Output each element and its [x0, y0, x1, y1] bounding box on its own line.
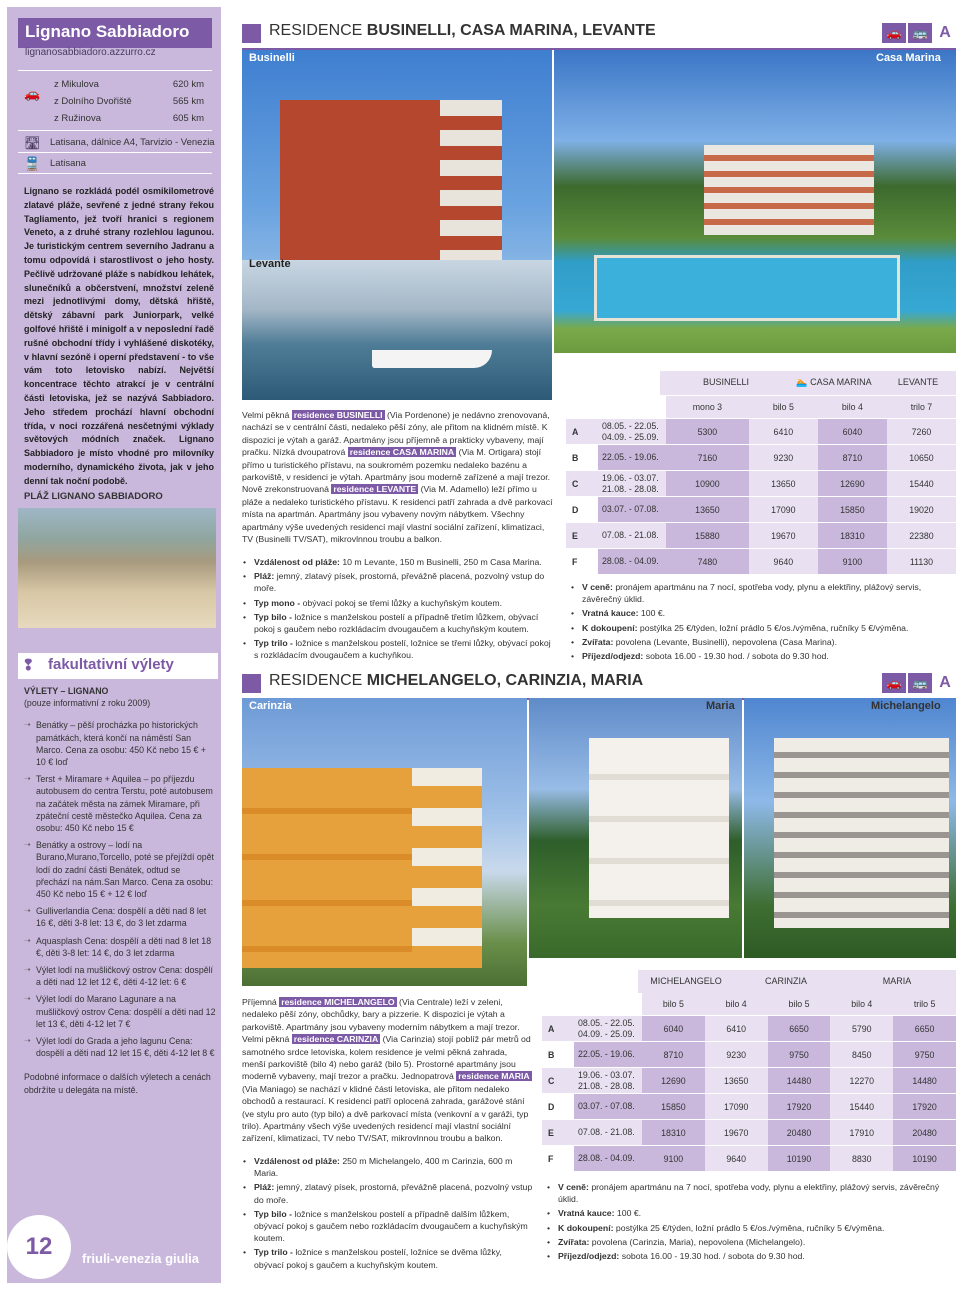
divider	[18, 173, 212, 174]
transport-icons	[882, 673, 956, 693]
car-icon: 🚗	[24, 86, 41, 101]
note-item: • K dokoupení: postýlka 25 €/týden, ložní prádlo 5 €/os./výměna, ručníky 5 €/výměna.	[570, 622, 956, 634]
highway-icon: 🛣	[24, 135, 41, 150]
residence-2-title: RESIDENCE MICHELANGELO, CARINZIA, MARIA	[269, 672, 644, 689]
table-row: D 03.07. - 07.08. 15850 17090 17920 15440 17920	[542, 1094, 956, 1120]
note-item: • Vratná kauce: 100 €.	[546, 1207, 954, 1219]
building-shape	[589, 738, 729, 918]
building-shape	[774, 738, 949, 928]
beach-heading: PLÁŽ LIGNANO SABBIADORO	[24, 491, 163, 502]
trip-item: ➝ Gulliverlandia Cena: dospělí a děti nad 8 let 16 €, děti 3-8 let: 13 €, do 3 let zdarma	[24, 905, 216, 929]
note-item: • Zvířata: povolena (Levante, Businelli), nepovolena (Casa Marina).	[570, 636, 956, 648]
divider	[18, 70, 212, 71]
feature-item: • Typ mono - obývací pokoj se třemi lůžky a kuchyňským koutem.	[242, 597, 556, 609]
feature-item: • Vzdálenost od pláže: 250 m Michelangelo, 400 m Carinzia, 600 m Maria.	[242, 1155, 534, 1179]
photo-michelangelo	[744, 698, 956, 958]
type-header: bilo 4	[705, 993, 768, 1016]
group-michelangelo: MICHELANGELO	[650, 976, 722, 986]
building-shape	[704, 145, 874, 235]
label-michelangelo: Michelangelo	[871, 700, 941, 712]
photo-maria	[529, 698, 742, 958]
pool-shape	[594, 255, 900, 321]
destination-title-box	[18, 18, 212, 48]
type-header: bilo 5	[642, 993, 705, 1016]
table-row: E 07.08. - 21.08. 18310 19670 20480 17910 20480	[542, 1120, 956, 1146]
distance-row: z Mikulova 620 km	[54, 79, 204, 90]
group-maria: MARIA	[882, 976, 912, 986]
note-item: • V ceně: pronájem apartmánu na 7 nocí, spotřeba vody, plynu a elektřiny, plážový servis, závěrečný úklid.	[570, 581, 956, 605]
label-carinzia: Carinzia	[249, 700, 292, 712]
note-item: • Příjezd/odjezd: sobota 16.00 - 19.30 hod. / sobota do 9.30 hod.	[546, 1250, 954, 1262]
residence-1-features	[242, 556, 556, 664]
group-levante: LEVANTE	[897, 377, 939, 387]
header-marker	[242, 24, 261, 43]
destination-intro: Lignano se rozkládá podél osmikilometrové zlatavé pláže, sevřené z jedné strany řekou Tagliamento, jež tvoří hranici s regionem Veneto, a z druhé strany rozlehlou lagunou. Je turistickým centrem severního Jadranu a tomu odpovídá i starostlivost o jeho hosty. Pečlivě udržované pláže s nabídkou lehátek, slunečníků a občerstvení, množství zeleně mezi jednotlivými domy, dětská hřiště, dětský zábavní park Juniorpark, velké golfové hřiště i minigolf a v neposlední řadě rušné obchodní třídy i vyhlášené diskotéky, v hlavní sezóně i operní představení - to vše vám toto letovisko nabízí. Největší koncentrace těchto atrakcí je v centrální části letoviska, jež se nazývá Sabbiadoro. Jeho středem prochází hlavní obchodní třída, v noci rozzářená nesčetnými výklady světových módních značek. Lignano Sabbiadoro je místo vhodné pro milovníky moderního, dynamického života, jak v jeho denní tak noční podobě.	[24, 186, 214, 486]
harbour-shape	[242, 260, 552, 400]
note-item: • Zvířata: povolena (Carinzia, Maria), nepovolena (Michelangelo).	[546, 1236, 954, 1248]
photo-carinzia	[242, 698, 527, 986]
table-row: F 28.08. - 04.09. 9100 9640 10190 8830 10190	[542, 1146, 956, 1172]
residence-2-header	[242, 670, 956, 700]
label-maria: Maria	[706, 700, 735, 712]
feature-item: • Typ trilo - ložnice s manželskou postelí, ložnice se třemi lůžky, obývací pokoj s rozkládacím dvougaučem a kuchyňkou.	[242, 637, 556, 661]
trips-note: Podobné informace o dalších výletech a cenách obdržíte u delegáta na místě.	[24, 1072, 211, 1095]
trip-item: ➝ Výlet lodí na mušličkový ostrov Cena: dospělí a děti nad 12 let 12 €, děti 4-12 let: 6 €	[24, 964, 216, 988]
photo-businelli-levante	[242, 50, 552, 400]
feature-item: • Typ trilo - ložnice s manželskou postelí, ložnice se dvěma lůžky, obývací pokoj s gaučem a kuchyňským koutem.	[242, 1246, 534, 1270]
distance-row: z Ružinova 605 km	[54, 113, 204, 124]
table-row: B 22.05. - 19.06. 8710 9230 9750 8450 9750	[542, 1042, 956, 1068]
page-number-badge	[7, 1215, 71, 1279]
type-header: trilo 5	[893, 993, 956, 1016]
trips-title: VÝLETY – LIGNANO	[24, 686, 109, 696]
group-businelli: BUSINELLI	[702, 377, 750, 387]
distance-row: z Dolního Dvořiště 565 km	[54, 96, 204, 107]
bus-icon: 🚌	[908, 23, 932, 43]
feature-item: • Vzdálenost od pláže: 10 m Levante, 150 m Businelli, 250 m Casa Marina.	[242, 556, 556, 568]
price-table-2	[542, 993, 956, 1172]
boat-shape	[372, 350, 492, 368]
residence-1-description: Velmi pěkná residence BUSINELLI (Via Pordenone) je nedávno zrenovovaná, nachází se v centrální části, nedaleko pěší zóny, ale přitom na klidném místě. K dispozici je výtah a garáž. Apartmány jsou příjemně a prakticky vybaveny, mají pračku. Nízká dvoupatrová residence CASA MARINA (Via M. Ortigara) stojí přímo u turistického přístavu, na soukromém pozemku nedaleko bazénu a parkoviště, v residenci je výtah. Apartmány jsou moderně zařízené a mají trezor. Nově zrekonstruovaná residence LEVANTE (Via M. Adamello) leží přímo u pláže a nedaleko turistického přístavu. K residenci patří zahrada a dvě parkovací místa na apartmán. Apartmány jsou vybaveny novým nábytkem. Všechny apartmány výše uvedených residencí mají vlastní sociální zařízení, klimatizaci, TV (Businelli TV/SAT), mikrovlnnou troubu a balkon.	[242, 410, 553, 545]
header-marker	[242, 674, 261, 693]
distance-list	[18, 76, 212, 127]
table-row: A 08.05. - 22.05. 04.09. - 25.09. 6040 6410 6650 5790 6650	[542, 1016, 956, 1042]
trip-item: ➝ Výlet lodí do Marano Lagunare a na mušličkový ostrov Cena: dospělí a děti nad 12 let 13 €, děti 4-12 let 7 €	[24, 993, 216, 1030]
type-header: bilo 5	[768, 993, 831, 1016]
group-casa-marina: 🏊 CASA MARINA	[796, 377, 872, 387]
beach-aerial-photo	[18, 508, 216, 628]
type-header: mono 3	[666, 396, 749, 419]
trip-item: ➝ Výlet lodí do Grada a jeho lagunu Cena: dospělí a děti nad 12 let 15 €, děti 4-12 let 8 €	[24, 1035, 216, 1059]
trip-item: ➝ Benátky a ostrovy – lodí na Burano,Murano,Torcello, poté se přejíždí opět lodí do zadní části Benátek, odtud se přechází na nám.San Marco. Cena za osobu: 450 Kč nebo 15 € + 12 € loď	[24, 839, 216, 900]
trips-heading: fakultativní výlety	[48, 656, 174, 673]
balconies-shape	[412, 768, 482, 968]
table-row: A 08.05. - 22.05. 04.09. - 25.09. 5300 6410 6040 7260	[566, 419, 956, 445]
feature-item: • Pláž: jemný, zlatavý písek, prostorná, převážně placená, pozvolný vstup do moře.	[242, 570, 556, 594]
destination-website[interactable]: lignanosabbiadoro.azzurro.cz	[25, 47, 156, 58]
table-row: B 22.05. - 19.06. 7160 9230 8710 10650	[566, 445, 956, 471]
table-row: D 03.07. - 07.08. 13650 17090 15850 19020	[566, 497, 956, 523]
note-item: • K dokoupení: postýlka 25 €/týden, ložní prádlo 5 €/os./výměna, ručníky 5 €/výměna.	[546, 1222, 954, 1234]
label-casa-marina: Casa Marina	[876, 52, 941, 64]
balconies-shape	[440, 100, 502, 275]
trip-item: ➝ Aquasplash Cena: dospělí a děti nad 8 let 18 €, děti 3-8 let: 14 €, do 3 let zdarma	[24, 935, 216, 959]
residence-1-notes	[570, 581, 956, 664]
residence-1-title: RESIDENCE BUSINELLI, CASA MARINA, LEVANTE	[269, 22, 656, 39]
feature-item: • Typ bilo - ložnice s manželskou postelí a případně dalším lůžkem, obývací pokoj s gaučem nebo rozkládacím dvougaučem a kuchyňským koutem.	[242, 1208, 534, 1245]
type-header: bilo 4	[830, 993, 893, 1016]
residence-2-features	[242, 1155, 534, 1273]
price-table-1	[566, 396, 956, 575]
residence-2-description: Příjemná residence MICHELANGELO (Via Centrale) leží v zeleni, nedaleko pěší zóny, obchůdky, bary a pizzerie. K dispozici je výtah a parkoviště. Apartmány jsou vybaveny moderním nábytkem a mají trezor. Velmi pěkná residence CARINZIA (Via Carinzia) stojí poblíž pár metrů od samotného srdce letoviska, kolem residence je velmi pěkná zahrada, menší parkoviště (bilo 4) nebo garáž (bilo 5). Prostorné apartmány jsou moderně vybaveny, mají trezor a pračku. Jednopatrová residence MARIA (Via Maniago) se nachází v klidné části letoviska, ale přitom nedaleko obchodů a restaurací. K residenci patří oplocená zahrada, garážové stání (ve stylu pro auto (typ bilo) a dvě parkovací místa (venkovní a v garáži, typ trilo). Apartmány všech výše uvedených residencí mají vlastní sociální zařízení, klimatizaci, TV nebo TV/SAT, mikrovlnnou troubu a balkon.	[242, 997, 531, 1144]
car-icon: 🚗	[882, 673, 906, 693]
type-header: trilo 7	[887, 396, 956, 419]
label-levante: Levante	[249, 258, 291, 270]
trips-list	[24, 685, 216, 1096]
table-row: C 19.06. - 03.07. 21.08. - 28.08. 12690 13650 14480 12270 14480	[542, 1068, 956, 1094]
train-icon: 🚆	[24, 156, 41, 171]
table-row: F 28.08. - 04.09. 7480 9640 9100 11130	[566, 549, 956, 575]
divider	[18, 152, 212, 153]
group-carinzia: CARINZIA	[764, 976, 807, 986]
table-row: E 07.08. - 21.08. 15880 19670 18310 22380	[566, 523, 956, 549]
feature-item: • Pláž: jemný, zlatavý písek, prostorná, převážně placená, pozvolný vstup do moře.	[242, 1181, 534, 1205]
table-row: C 19.06. - 03.07. 21.08. - 28.08. 10900 13650 12690 15440	[566, 471, 956, 497]
trip-item: ➝ Terst + Miramare + Aquilea – po příjezdu autobusem do centra Terstu, poté autobusem na začátek města na zámek Miramare, při zpáteční cestě městečko Aquilea. Cena za osobu: 450 Kč nebo 15 €	[24, 773, 216, 834]
label-businelli: Businelli	[249, 52, 295, 64]
residence-2-notes	[546, 1181, 954, 1264]
transport-icons	[882, 23, 956, 43]
apartment-icon: A	[934, 23, 956, 43]
note-item: • Příjezd/odjezd: sobota 16.00 - 19.30 hod. / sobota do 9.30 hod.	[570, 650, 956, 662]
train-station: Latisana	[50, 158, 86, 169]
trips-subtitle: (pouze informativní z roku 2009)	[24, 698, 151, 709]
feature-item: • Typ bilo - ložnice s manželskou postelí a případně třetím lůžkem, obývací pokoj s gaučem nebo rozkládacím dvougaučem a kuchyňským koutem.	[242, 611, 556, 635]
apartment-icon: A	[934, 673, 956, 693]
type-header: bilo 5	[749, 396, 818, 419]
pool-icon: 🏊	[796, 377, 808, 387]
bus-icon: 🚌	[908, 673, 932, 693]
divider	[18, 130, 212, 131]
route-text: Latisana, dálnice A4, Tarvizio - Venezia	[50, 137, 215, 148]
type-header: bilo 4	[818, 396, 887, 419]
note-item: • Vratná kauce: 100 €.	[570, 607, 956, 619]
car-icon: 🚗	[882, 23, 906, 43]
trips-header	[18, 653, 218, 679]
photo-casa-marina	[554, 50, 956, 353]
residence-1-header	[242, 20, 956, 50]
note-item: • V ceně: pronájem apartmánu na 7 nocí, spotřeba vody, plynu a elektřiny, plážový servis, závěrečný úklid.	[546, 1181, 954, 1205]
exclamation-icon: ❢	[22, 657, 35, 674]
page-number: 12	[25, 1233, 53, 1260]
region-name: friuli-venezia giulia	[82, 1251, 200, 1266]
trip-item: ➝ Benátky – pěší procházka po historických památkách, která končí na náměstí San Marco. Cena za osobu: 450 Kč nebo 15 € + 10 € loď	[24, 719, 216, 768]
destination-title: Lignano Sabbiadoro	[25, 22, 190, 41]
